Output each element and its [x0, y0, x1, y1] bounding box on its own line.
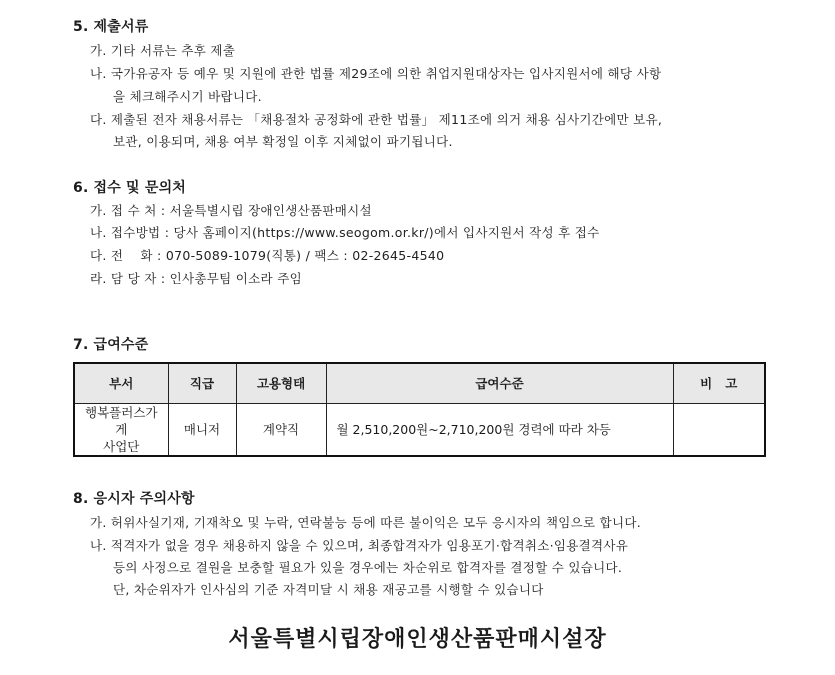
sec6-item-ga: 가. 접 수 처 : 서울특별시립 장애인생산품판매시설	[90, 203, 372, 218]
section-5-title: 5. 제출서류	[73, 19, 149, 35]
cell-rank: 매니저	[168, 403, 236, 456]
sec8-item-ga: 가. 허위사실기재, 기재착오 및 누락, 연락불능 등에 따른 불이익은 모두 응시자의 책임으로 합니다.	[90, 515, 642, 530]
header-salary: 급여수준	[326, 363, 673, 403]
salary-table	[73, 362, 766, 457]
sec6-item-na: 나. 접수방법 : 당사 홈페이지(https://www.seogom.or.kr/)에서 입사지원서 작성 후 접수	[90, 225, 600, 240]
sec5-item-da-cont: 보관, 이용되며, 채용 여부 확정일 이후 지체없이 파기됩니다.	[113, 134, 453, 149]
sec8-item-na-cont: 등의 사정으로 결원을 보충할 필요가 있을 경우에는 차순위로 합격자를 결정할 수 있습니다.	[113, 560, 623, 575]
sec5-item-ga: 가. 기타 서류는 추후 제출	[90, 43, 236, 58]
header-note: 비 고	[673, 363, 765, 403]
sec6-item-da: 다. 전 화 : 070-5089-1079(직통) / 팩스 : 02-2645-4540	[90, 248, 445, 263]
header-rank: 직급	[168, 363, 236, 403]
cell-note	[673, 403, 765, 456]
sec5-item-na: 나. 국가유공자 등 예우 및 지원에 관한 법률 제29조에 의한 취업지원대상자는 입사지원서에 해당 사항	[90, 66, 662, 81]
section-7-title: 7. 급여수준	[73, 337, 149, 353]
table-row	[74, 403, 765, 456]
issuer-signature: 서울특별시립장애인생산품판매시설장	[228, 627, 607, 652]
section-6-title: 6. 접수 및 문의처	[73, 180, 187, 196]
section-8-title: 8. 응시자 주의사항	[73, 491, 195, 507]
cell-dept-line2: 사업단	[103, 438, 140, 454]
sec5-item-da: 다. 제출된 전자 채용서류는 「채용절차 공정화에 관한 법률」 제11조에 의거 채용 심사기간에만 보유,	[90, 112, 663, 127]
sec5-item-na-cont: 을 체크해주시기 바랍니다.	[113, 89, 262, 104]
header-dept: 부서	[74, 363, 168, 403]
cell-dept	[74, 403, 168, 456]
header-type: 고용형태	[236, 363, 326, 403]
cell-salary: 월 2,510,200원~2,710,200원 경력에 따라 차등	[326, 403, 673, 456]
sec6-item-ra: 라. 담 당 자 : 인사총무팀 이소라 주임	[90, 271, 302, 286]
cell-type: 계약직	[236, 403, 326, 456]
sec8-item-na-note: 단, 차순위자가 인사심의 기준 자격미달 시 채용 재공고를 시행할 수 있습니다	[113, 582, 544, 597]
salary-table-header	[74, 363, 765, 403]
cell-dept-line1: 행복플러스가게	[85, 404, 158, 437]
sec8-item-na: 나. 적격자가 없을 경우 채용하지 않을 수 있으며, 최종합격자가 임용포기·합격취소·임용결격사유	[90, 538, 629, 553]
